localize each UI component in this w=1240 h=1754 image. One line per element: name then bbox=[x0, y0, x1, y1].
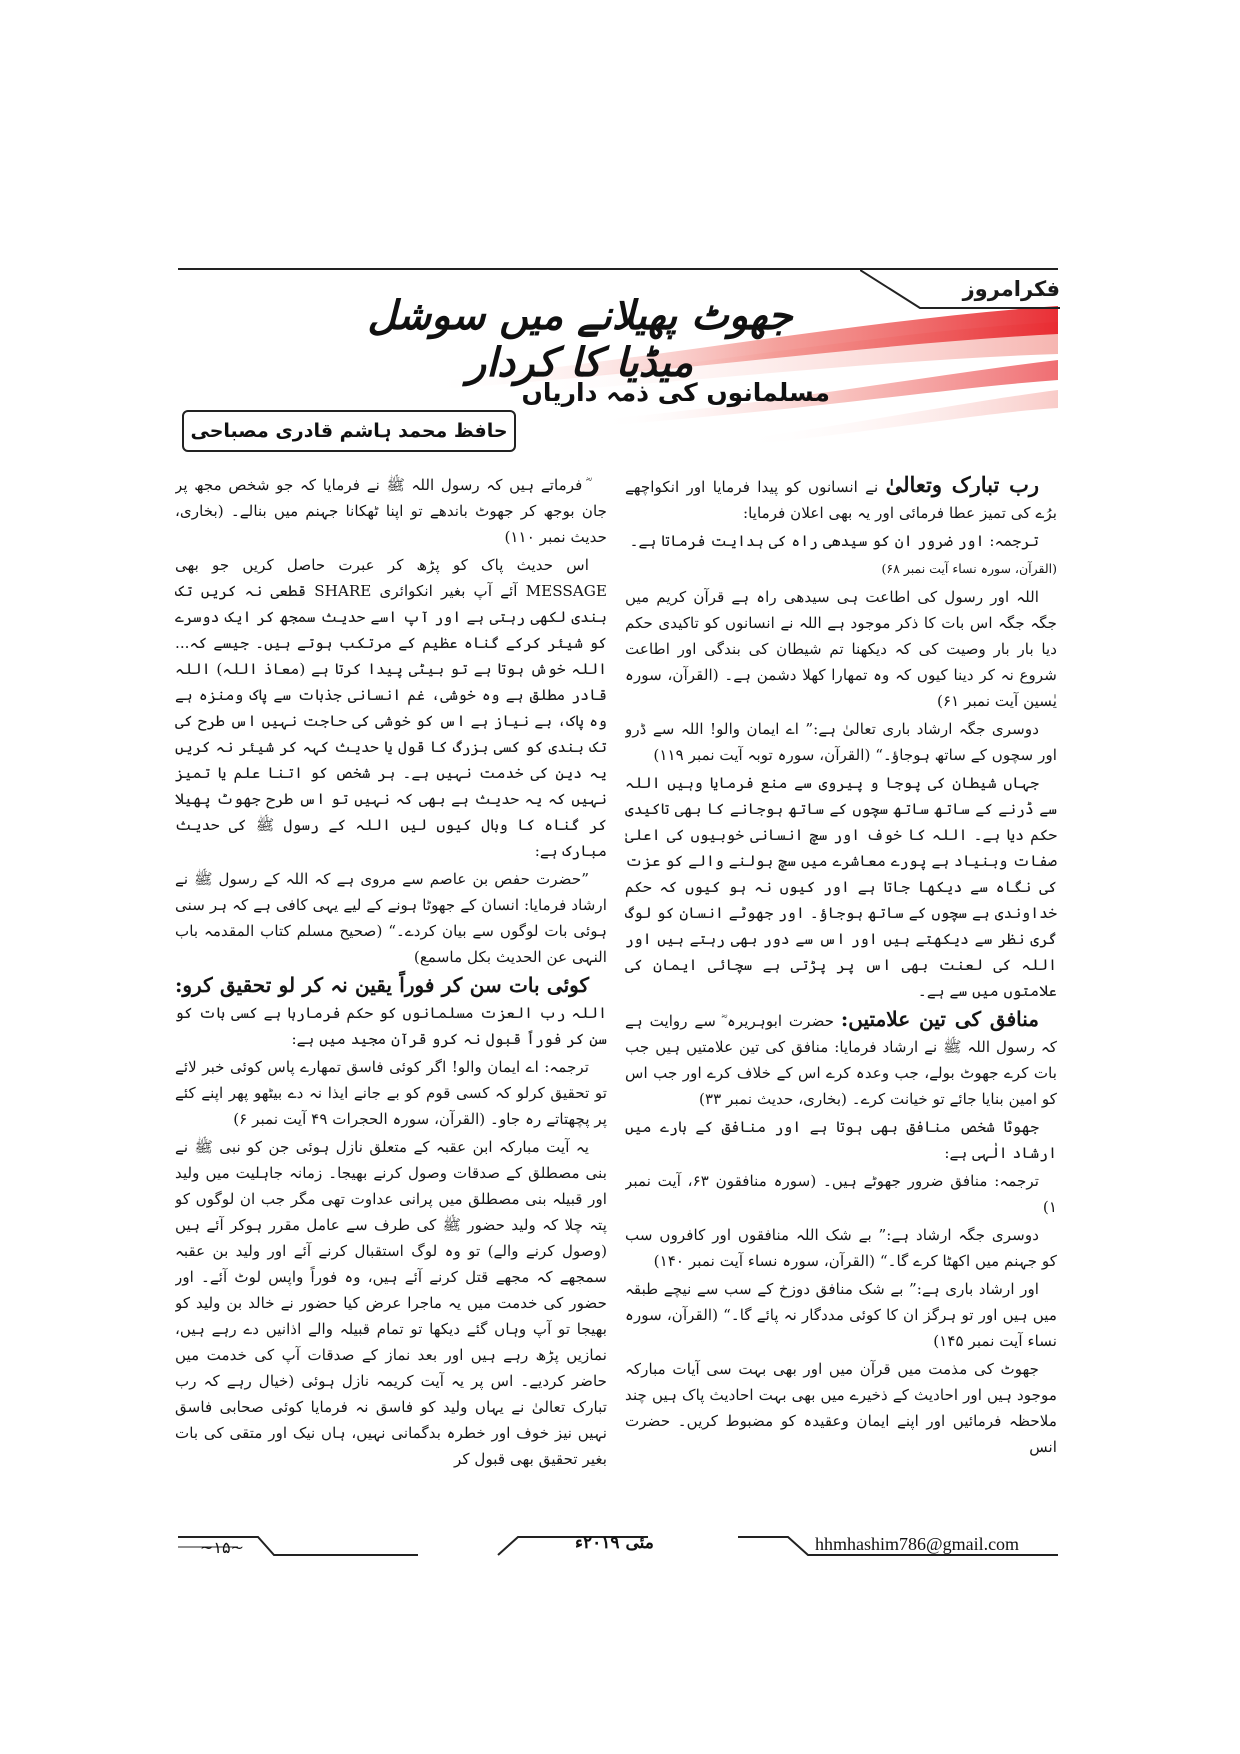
subheading: منافق کی تین علامتیں: bbox=[840, 1007, 1040, 1031]
paragraph: اور ارشاد باری ہے:” بے شک منافق دوزخ کے سب سے نیچے طبقہ میں ہیں اور تو ہرگز ان کا کوئی مددگار نہ پائے گا۔“ (القرآن، سورہ نساء آیت نمبر ۱۴۵) bbox=[625, 1280, 1057, 1350]
paragraph: جھوٹ کی مذمت میں قرآن میں اور بھی بہت سی آیات مبارکہ موجود ہیں اور احادیث کے ذخیرے میں بھی بہت احادیث پاک ہیں چند ملاحظہ فرمائیں اور اپنے ایمان وعقیدہ کو مضبوط کریں۔ حضرت انس bbox=[625, 1360, 1057, 1456]
paragraph: یہ آیت مبارکہ ابن عقبہ کے متعلق نازل ہوئی جن کو نبی ﷺ نے بنی مصطلق کے صدقات وصول کرنے بھیجا۔ زمانہ جاہلیت میں ولید اور قبیلہ بنی مصطلق میں پرانی عداوت تھی مگر جب ان لوگوں کو پتہ چلا کہ ولید حضور ﷺ کی طرف سے عامل مقرر ہوکر آئے ہیں (وصول کرنے والے) تو وہ لوگ استقبال کرنے آئے اور ولید بن عقبہ سمجھے کہ مجھے قتل کرنے آئے ہیں، وہ فوراً واپس لوٹ آئے۔ اور حضور کی خدمت میں یہ ماجرا عرض کیا حضور نے خالد بن ولید کو بھیجا تو آپ وہاں گئے دیکھا تو تمام قبیلہ والے اذانیں دے رہے ہیں، نمازیں پڑھ رہے ہیں اور بعد نماز کے صدقات آپ کی خدمت میں حاضر کردیے۔ اس پر یہ آیت کریمہ نازل ہوئی (خیال رہے کہ رب تبارک تعالیٰ نے یہاں ولید کو فاسق نہ فرمایا کوئی صحابی فاسق نہیں نیز خوف اور خطرہ بدگمانی نہیں، ہاں نیک اور متقی کی بات بغیر تحقیق بھی قبول کر bbox=[175, 1138, 607, 1468]
article-column-left bbox=[175, 472, 607, 1532]
paragraph: حضرت ابوہریرہ ؓ سے روایت ہے کہ رسول اللہ ﷺ نے ارشاد فرمایا: منافق کی تین علامتیں ہیں جب بات کرے جھوٹ بولے، جب وعدہ کرے اس کے خلاف کرے اور جب اس کو امین بنایا جائے تو خیانت کرے۔ (بخاری، حدیث نمبر ۳۳) bbox=[625, 1012, 1057, 1108]
author-email: hhmhashim786@gmail.com bbox=[815, 1534, 1020, 1554]
paragraph: دوسری جگہ ارشاد ہے:” بے شک اللہ منافقوں اور کافروں سب کو جہنم میں اکھٹا کرے گا۔“ (القرآن، سورہ نساء آیت نمبر ۱۴۰) bbox=[625, 1226, 1057, 1270]
opening-phrase: رب تبارک وتعالیٰ bbox=[885, 472, 1039, 497]
issue-date: مئی ۲۰۱۹ء bbox=[575, 1533, 654, 1553]
article-column-right bbox=[625, 472, 1057, 1532]
paragraph: ترجمہ: منافق ضرور جھوٹے ہیں۔ (سورہ منافقون ۶۳، آیت نمبر ۱) bbox=[625, 1172, 1057, 1216]
article-subtitle: مسلمانوں کی ذمہ داریاں bbox=[521, 378, 830, 407]
reference: (القرآن، سورہ نساء آیت نمبر ۶۸) bbox=[881, 561, 1057, 576]
subheading: کوئی بات سن کر فوراً یقین نہ کر لو تحقیق کرو: bbox=[175, 973, 589, 997]
author-name: حافظ محمد ہاشم قادری مصباحی bbox=[182, 410, 516, 452]
section-label: فکرامروز bbox=[962, 277, 1060, 301]
paragraph: جھوٹا شخص منافق بھی ہوتا ہے اور منافق کے بارے میں ارشاد الٰہی ہے: bbox=[625, 1118, 1057, 1162]
paragraph: اللہ رب العزت مسلمانوں کو حکم فرمارہا ہے کسی بات کو سن کر فوراً قبول نہ کرو قرآن مجید میں ہے: bbox=[175, 1004, 607, 1048]
paragraph: جہاں شیطان کی پوجا و پیروی سے منع فرمایا وہیں اللہ سے ڈرنے کے ساتھ ساتھ سچوں کے ساتھ ہوجانے کا بھی تاکیدی حکم دیا ہے۔ اللہ کا خوف اور سچ انسانی خوبیوں کی اعلیٰ صفات وبنیاد ہے پورے معاشرے میں سچ بولنے والے کو عزت کی نگاہ سے دیکھا جاتا ہے اور کیوں نہ ہو کیوں کہ حکم خداوندی ہے سچوں کے ساتھ ہوجاؤ۔ اور جھوٹے انسان کو لوگ گری نظر سے دیکھتے ہیں اور اس سے دور بھی رہتے ہیں اور اللہ کی لعنت بھی اس پر پڑتی ہے سچائی ایمان کی علامتوں میں سے ہے۔ bbox=[625, 774, 1057, 1000]
paragraph: ترجمہ: اے ایمان والو! اگر کوئی فاسق تمھارے پاس کوئی خبر لائے تو تحقیق کرلو کہ کسی قوم کو بے جانے ایذا نہ دے بیٹھو پھر اپنے کئے پر پچھتاتے رہ جاو۔ (القرآن، سورہ الحجرات ۴۹ آیت نمبر ۶) bbox=[175, 1058, 607, 1128]
paragraph: نے انسانوں کو پیدا فرمایا اور انکواچھے برُے کی تمیز عطا فرمائی اور یہ بھی اعلان فرمایا: bbox=[625, 478, 1057, 522]
paragraph: ؓ فرماتے ہیں کہ رسول اللہ ﷺ نے فرمایا کہ جو شخص مجھ پر جان بوجھ کر جھوٹ باندھے تو اپنا ٹھکانا جہنم میں بنالے۔ (بخاری، حدیث نمبر ۱۱۰) bbox=[175, 476, 607, 546]
paragraph: اللہ اور رسول کی اطاعت ہی سیدھی راہ ہے قرآن کریم میں جگہ جگہ اس بات کا ذکر موجود ہے اللہ نے انسانوں کو تاکیدی حکم دیا بار بار وصیت کی کہ دیکھنا تم شیطان کی بندگی اور اطاعت شروع نہ کر دینا کیوں کہ وہ تمھارا کھلا دشمن ہے۔ (القرآن، سورہ یٰسین آیت نمبر ۶۱) bbox=[625, 588, 1057, 710]
paragraph: ”حضرت حفص بن عاصم سے مروی ہے کہ اللہ کے رسول ﷺ نے ارشاد فرمایا: انسان کے جھوٹا ہونے کے لیے یہی کافی ہے کہ ہر سنی ہوئی بات لوگوں سے بیان کردے۔“ (صحیح مسلم کتاب المقدمہ باب النہی عن الحدیث بکل ماسمع) bbox=[175, 870, 607, 966]
paragraph: اس حدیث پاک کو پڑھ کر عبرت حاصل کریں جو بھی MESSAGE آئے آپ بغیر انکوائری SHARE قطعی نہ کریں تک بندی لکھی رہتی ہے اور آپ اسے حدیث سمجھ کر ایک دوسرے کو شیئر کرکے گناہ عظیم کے مرتکب ہوتے ہیں۔ جیسے کہ... اللہ خوش ہوتا ہے تو بیٹی پیدا کرتا ہے (معاذ اللہ) اللہ قادر مطلق ہے وہ خوشی، غم انسانی جذبات سے پاک ومنزہ ہے وہ پاک، بے نیاز ہے اس کو خوشی کی حاجت نہیں اس طرح کی تک بندی کو کسی بزرگ کا قول یا حدیث کہہ کر شیئر نہ کریں یہ دین کی خدمت نہیں ہے۔ ہر شخص کو اتنا علم یا تمیز نہیں کہ یہ حدیث ہے بھی کہ نہیں تو اس طرح جھوٹ پھیلا کر گناہ کا وبال کیوں لیں اللہ کے رسول ﷺ کی حدیث مبارک ہے: bbox=[175, 556, 607, 860]
paragraph: ترجمہ: اور ضرور ان کو سیدھی راہ کی ہدایت فرماتا ہے۔ bbox=[629, 532, 1039, 550]
page-number: ~۱۵~ bbox=[200, 1538, 244, 1557]
article-title: جھوٹ پھیلانے میں سوشل میڈیا کا کردار bbox=[367, 292, 793, 386]
paragraph: دوسری جگہ ارشاد باری تعالیٰ ہے:” اے ایمان والو! اللہ سے ڈرو اور سچوں کے ساتھ ہوجاؤ۔“ (القرآن، سورہ توبہ آیت نمبر ۱۱۹) bbox=[625, 720, 1057, 764]
